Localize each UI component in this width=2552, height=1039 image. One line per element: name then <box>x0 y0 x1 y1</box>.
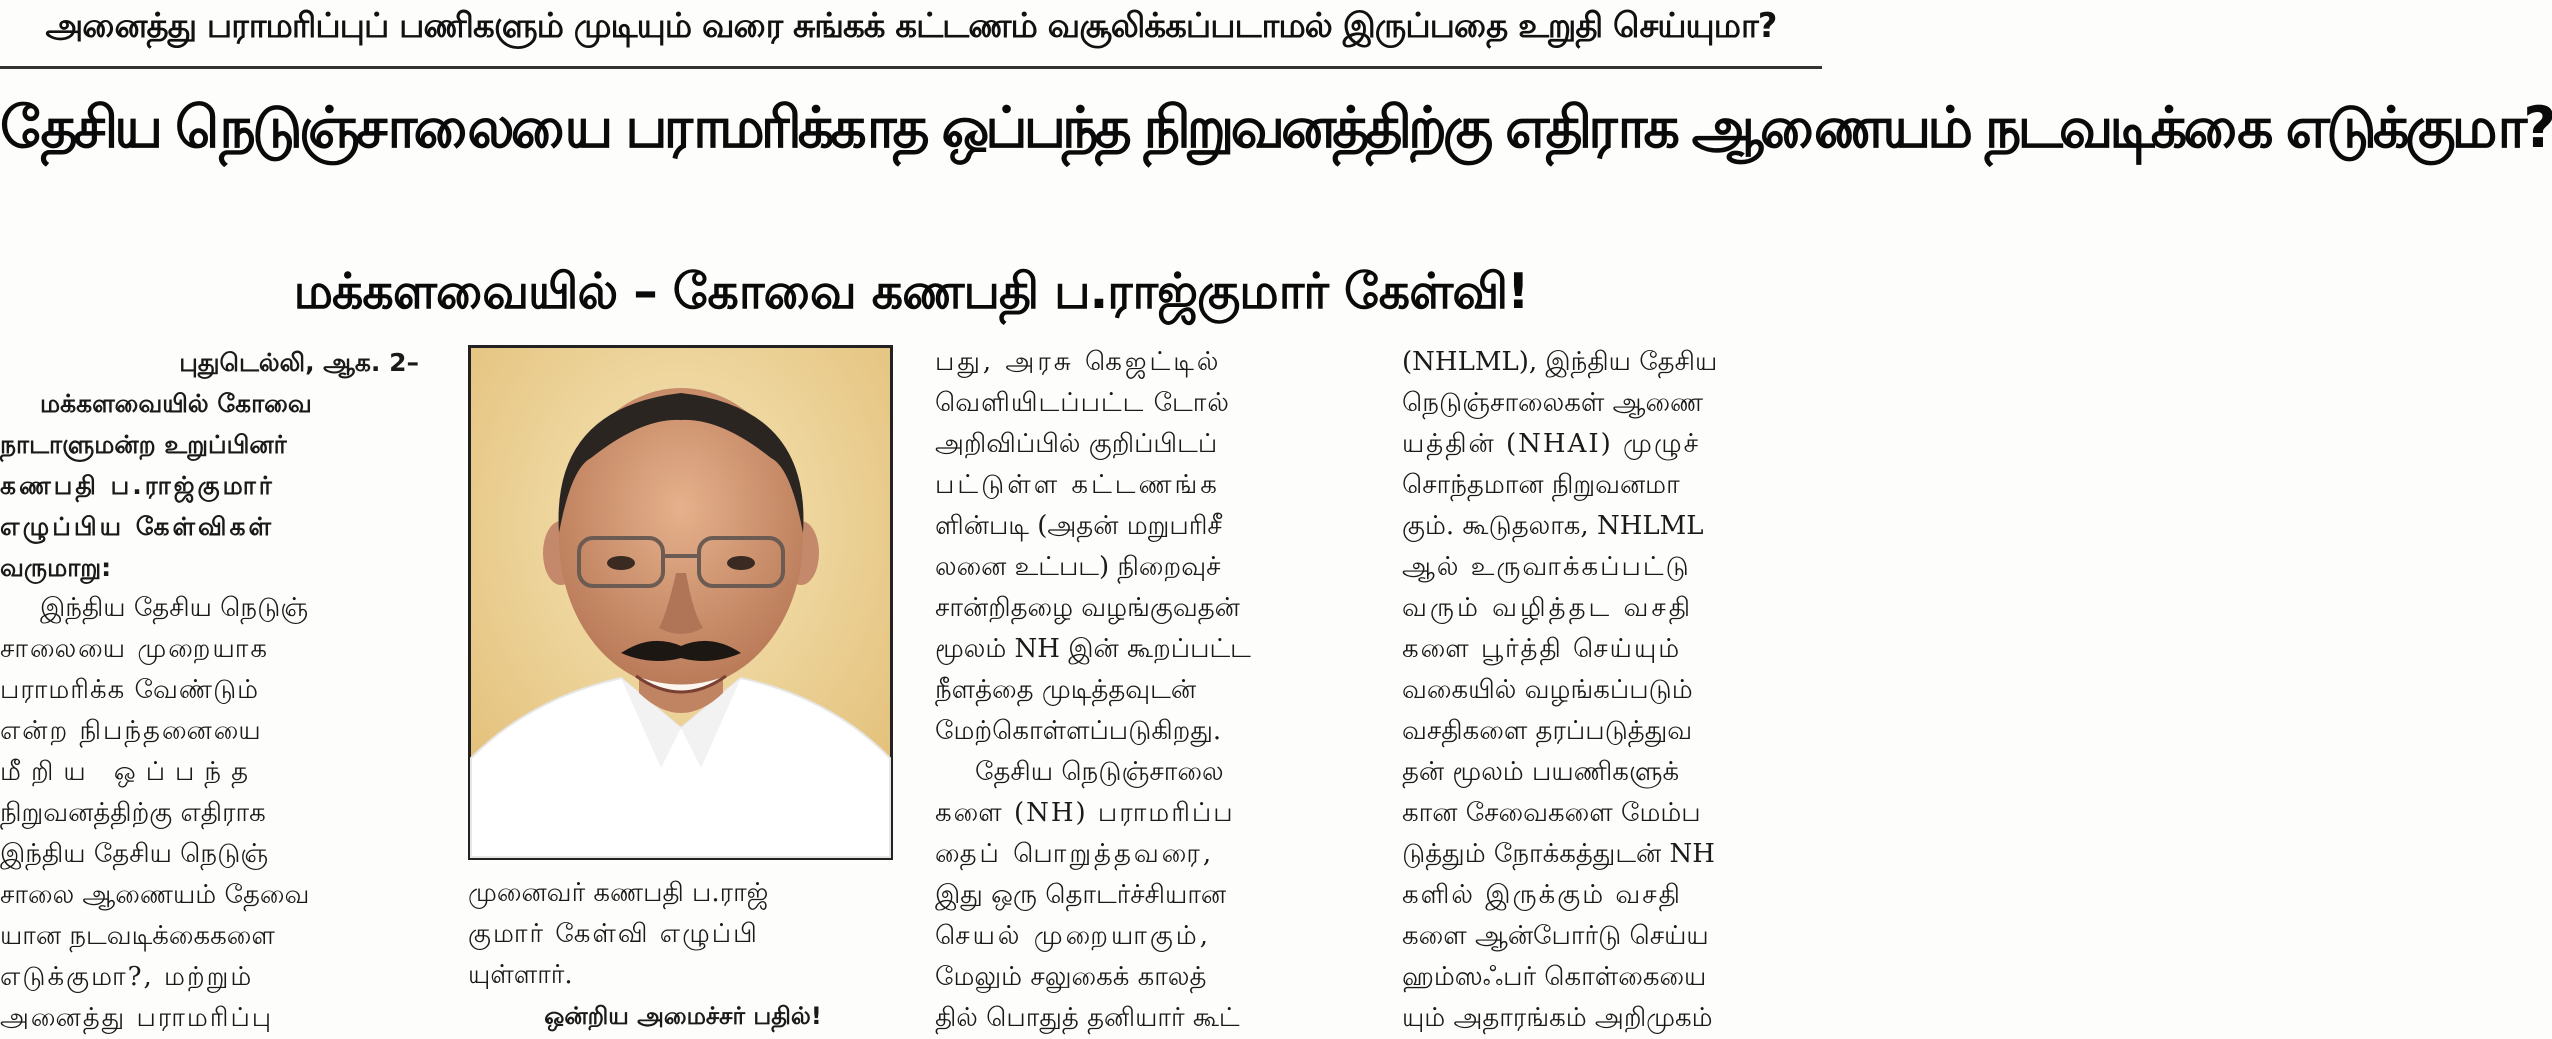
main-headline: தேசிய நெடுஞ்சாலையை பராமரிக்காத ஒப்பந்த நிறுவனத்திற்கு எதிராக ஆணையம் நடவடிக்கை எடுக்குமா? <box>0 95 2552 161</box>
portrait-photo <box>468 345 893 860</box>
col3-line: இது ஒரு தொடர்ச்சியான <box>935 880 1227 910</box>
photo-caption <box>468 873 898 1030</box>
portrait-illustration <box>471 348 890 857</box>
col1-line: மக்களவையில் கோவை <box>40 389 312 418</box>
col4-line: நெடுஞ்சாலைகள் ஆணை <box>1402 388 1704 418</box>
col4-line: கும். கூடுதலாக, NHLML <box>1402 511 1704 541</box>
col4-line: சொந்தமான நிறுவனமா <box>1402 470 1680 500</box>
col1-line: வருமாறு: <box>0 553 112 582</box>
col4-line: களில் இருக்கும் வசதி <box>1402 880 1682 910</box>
col1-line: நிறுவனத்திற்கு எதிராக <box>0 798 266 828</box>
col1-line: அனைத்து பராமரிப்பு <box>0 1003 274 1033</box>
col3-line: தில் பொதுத் தனியார் கூட் <box>935 1003 1240 1033</box>
col3-line: பது, அரசு கெஜட்டில் <box>935 347 1222 377</box>
col1-line: யான நடவடிக்கைகளை <box>0 921 275 951</box>
col3-line: மேலும் சலுகைக் காலத் <box>935 962 1207 992</box>
col4-line: டுத்தும் நோக்கத்துடன் NH <box>1402 839 1715 869</box>
header-rule <box>0 66 1822 69</box>
col4-line: ஆல் உருவாக்கப்பட்டு <box>1402 552 1691 582</box>
col1-line: நாடாளுமன்ற உறுப்பினர் <box>0 430 287 459</box>
col1-line: இந்திய தேசிய நெடுஞ் <box>0 839 269 869</box>
col3-line: தேசிய நெடுஞ்சாலை <box>975 757 1224 787</box>
col3-line: நீளத்தை முடித்தவுடன் <box>935 675 1197 705</box>
article-column-4 <box>1402 342 1822 1033</box>
col4-line: களை பூர்த்தி செய்யும் <box>1402 634 1682 664</box>
col1-line: எழுப்பிய கேள்விகள் <box>0 512 275 541</box>
col3-line: மேற்கொள்ளப்படுகிறது. <box>935 716 1222 746</box>
kicker-headline: அனைத்து பராமரிப்புப் பணிகளும் முடியும் வரை சுங்கக் கட்டணம் வசூலிக்கப்படாமல் இருப்பதை உறுதி செய்யுமா? <box>45 6 1777 46</box>
col1-line: கணபதி ப.ராஜ்குமார் <box>0 471 275 500</box>
article-column-1 <box>0 342 425 1033</box>
dateline: புதுடெல்லி, ஆக. 2– <box>179 348 419 377</box>
photo-subhead: ஒன்றிய அமைச்சர் பதில்! <box>544 1002 822 1030</box>
col3-line: செயல் முறையாகும், <box>935 921 1211 951</box>
col4-line: கான சேவைகளை மேம்ப <box>1402 798 1701 828</box>
col3-line: தைப் பொறுத்தவரை, <box>935 839 1215 869</box>
col4-line: ஹம்ஸஃபர் கொள்கையை <box>1402 962 1707 992</box>
col1-line: எடுக்குமா?, மற்றும் <box>0 962 254 992</box>
col3-line: களை (NH) பராமரிப்ப <box>935 798 1235 828</box>
col1-line: சாலையை முறையாக <box>0 634 270 664</box>
col1-line: என்ற நிபந்தனையை <box>0 716 263 746</box>
caption-line: யுள்ளார். <box>468 960 573 990</box>
col3-line: பட்டுள்ள கட்டணங்க <box>935 470 1220 500</box>
caption-line: குமார் கேள்வி எழுப்பி <box>468 919 759 949</box>
col4-line: களை ஆன்போர்டு செய்ய <box>1402 921 1709 951</box>
col3-line: மூலம் NH இன் கூறப்பட்ட <box>935 634 1251 664</box>
col4-line: யத்தின் (NHAI) முழுச் <box>1402 429 1701 459</box>
col3-line: ளின்படி (அதன் மறுபரிசீ <box>935 511 1222 541</box>
article-column-3 <box>935 342 1360 1033</box>
col4-line: (NHLML), இந்திய தேசிய <box>1402 347 1718 377</box>
col3-line: அறிவிப்பில் குறிப்பிடப் <box>935 429 1218 459</box>
col3-line: லனை உட்பட) நிறைவுச் <box>935 552 1221 582</box>
col4-line: வசதிகளை தரப்படுத்துவ <box>1402 716 1693 746</box>
col1-line: இந்திய தேசிய நெடுஞ் <box>40 593 309 623</box>
col1-line: பராமரிக்க வேண்டும் <box>0 675 260 705</box>
col3-line: சான்றிதழை வழங்குவதன் <box>935 593 1240 623</box>
col1-line: சாலை ஆணையம் தேவை <box>0 880 310 910</box>
caption-line: முனைவர் கணபதி ப.ராஜ் <box>468 878 769 908</box>
col3-line: வெளியிடப்பட்ட டோல் <box>935 388 1230 418</box>
sub-headline: மக்களவையில் – கோவை கணபதி ப.ராஜ்குமார் கேள்வி! <box>293 263 1529 320</box>
col4-line: வகையில் வழங்கப்படும் <box>1402 675 1693 705</box>
col1-line: மீறிய ஒப்பந்த <box>0 757 259 787</box>
col4-line: வரும் வழித்தட வசதி <box>1402 593 1694 623</box>
col4-line: தன் மூலம் பயணிகளுக் <box>1402 757 1680 787</box>
col4-line: யும் அதாரங்கம் அறிமுகம் <box>1402 1003 1713 1033</box>
